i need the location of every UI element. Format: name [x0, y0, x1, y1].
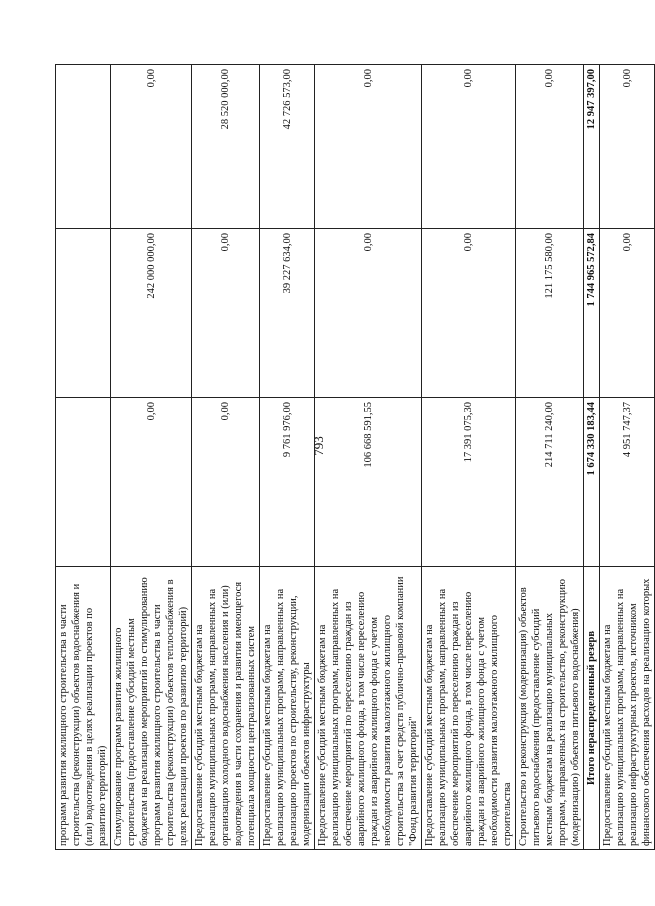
page-number: 793: [311, 436, 326, 456]
value-year-3: 0,00: [111, 65, 192, 229]
row-name: Предоставление субсидий местным бюджетам на реализацию муниципальных программ, направленных на реализацию инфраструктурных проектов, источником финансового обеспечения расходов на реализацию которых: [600, 567, 655, 850]
value-year-2: [56, 229, 111, 398]
value-year-1: 17 391 075,30: [422, 398, 516, 567]
value-year-2: 39 227 634,00: [260, 229, 315, 398]
value-year-1: 9 761 976,00: [260, 398, 315, 567]
table-row: [422, 65, 516, 850]
value-year-2: 0,00: [600, 229, 655, 398]
value-year-1: [56, 398, 111, 567]
total-year-1: 1 674 330 183,44: [584, 398, 600, 567]
value-year-3: 28 520 000,00: [192, 65, 260, 229]
value-year-3: 0,00: [600, 65, 655, 229]
row-name: программ развития жилищного строительства в части строительства (реконструкции) объектов водоснабжения и (или) водоотведения в целях реализации проектов по развитию территорий): [56, 567, 111, 850]
value-year-3: 0,00: [422, 65, 516, 229]
value-year-1: 0,00: [192, 398, 260, 567]
value-year-2: 242 000 000,00: [111, 229, 192, 398]
value-year-3: 0,00: [516, 65, 584, 229]
row-name: Предоставление субсидий местным бюджетам на реализацию муниципальных программ, направленных на обеспечение мероприятий по переселению граждан из аварийного жилищного фонда, в том числе переселению граждан из аварийного жилищного фонда с учетом необходимости развития малоэтажного жилищного строительства: [422, 567, 516, 850]
row-name: Предоставление субсидий местным бюджетам на реализацию муниципальных программ, направленных на организацию холодного водоснабжения населения и (или) водоотведения в части сохранения и развития имеющегося потенциала мощности централизованных систем: [192, 567, 260, 850]
row-name: Строительство и реконструкция (модернизация) объектов питьевого водоснабжения (предоставление субсидий местным бюджетам на реализацию муниципальных программ, направленных на строительство, реконструкцию (модернизацию) объектов питьевого водоснабжения): [516, 567, 584, 850]
value-year-3: [56, 65, 111, 229]
table-row: [192, 65, 260, 850]
value-year-2: 0,00: [192, 229, 260, 398]
table-row: [111, 65, 192, 850]
row-name: Предоставление субсидий местным бюджетам на реализацию муниципальных программ, направленных на обеспечение мероприятий по переселению граждан из аварийного жилищного фонда, в том числе переселению граждан из аварийного жилищного фонда с учетом необходимости развития малоэтажного жилищного строительства за счет средств публично-правовой компании "Фонд развития территорий": [315, 567, 422, 850]
value-year-1: 0,00: [111, 398, 192, 567]
value-year-3: 0,00: [315, 65, 422, 229]
value-year-3: 42 726 573,00: [260, 65, 315, 229]
subsidy-table: [55, 64, 655, 850]
row-name: Стимулирование программ развития жилищного строительства (предоставление субсидий местным бюджетам на реализацию мероприятий по стимулированию программ развития жилищного строительства в части строительства (реконструкции) объектов теплоснабжения в целях реализации проектов по развитию территорий): [111, 567, 192, 850]
value-year-2: 0,00: [315, 229, 422, 398]
rotated-page-content: [55, 65, 652, 850]
table-row: [260, 65, 315, 850]
value-year-1: 4 951 747,37: [600, 398, 655, 567]
total-label: Итого нераспределенный резерв: [584, 567, 600, 850]
total-year-3: 12 947 397,00: [584, 65, 600, 229]
table-row: [516, 65, 584, 850]
value-year-2: 0,00: [422, 229, 516, 398]
value-year-1: 214 711 240,00: [516, 398, 584, 567]
table-row: [56, 65, 111, 850]
value-year-2: 121 175 580,00: [516, 229, 584, 398]
value-year-1: 106 668 591,55: [315, 398, 422, 567]
row-name: Предоставление субсидий местным бюджетам на реализацию муниципальных программ, направленных на реализацию проектов по строительству, реконструкции, модернизации объектов инфраструктуры: [260, 567, 315, 850]
table-row: [315, 65, 422, 850]
table-row: [600, 65, 655, 850]
total-row: [584, 65, 600, 850]
total-year-2: 1 744 965 572,84: [584, 229, 600, 398]
